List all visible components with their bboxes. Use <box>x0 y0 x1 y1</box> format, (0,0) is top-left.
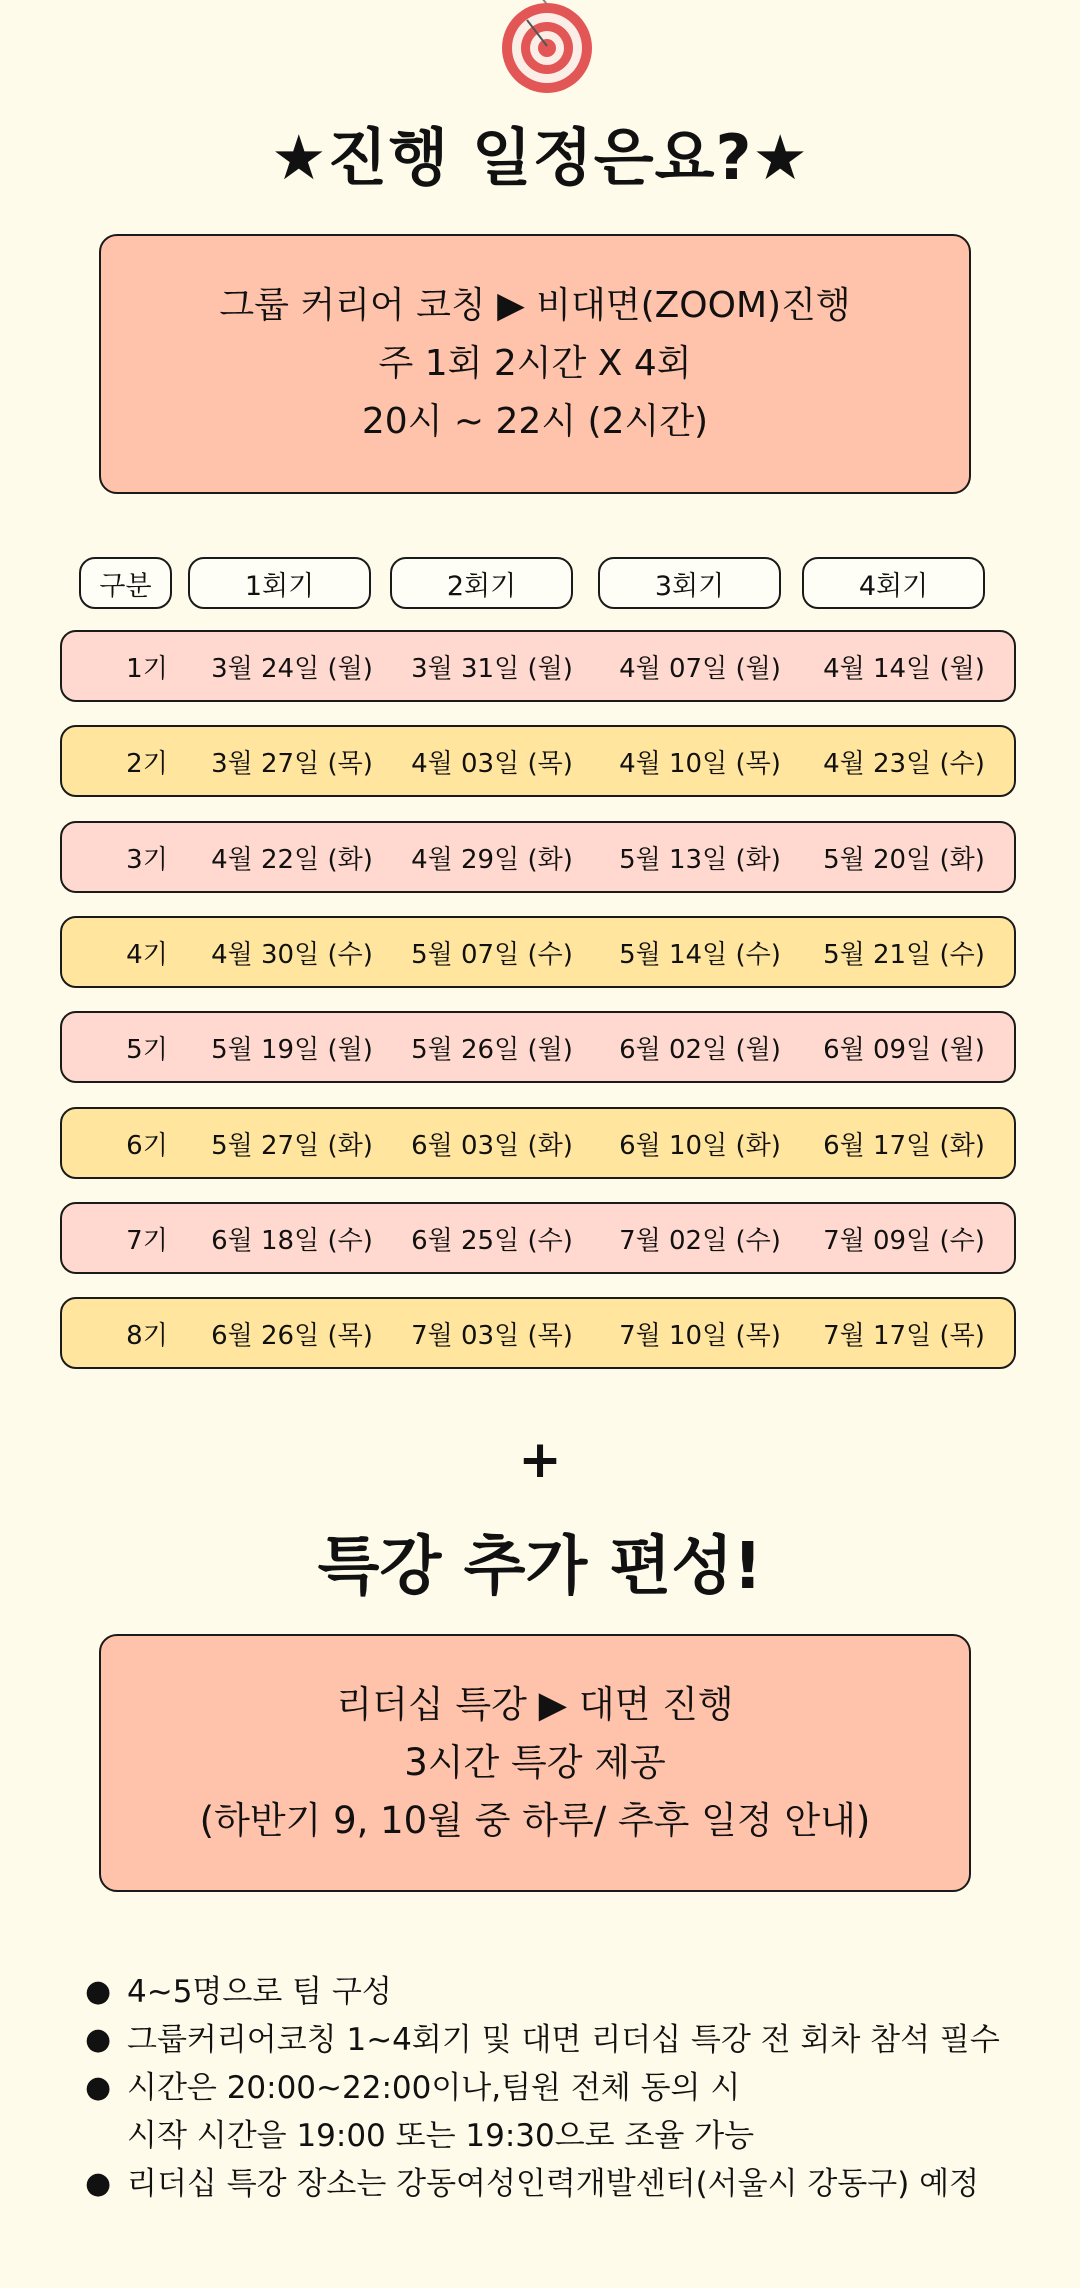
header-session-1: 1회기 <box>188 557 371 609</box>
session-date-cell: 5월 13일 (화) <box>619 844 781 875</box>
leadership-line-3: (하반기 9, 10월 중 하루/ 추후 일정 안내) <box>199 1799 871 1842</box>
header-session-3: 3회기 <box>598 557 781 609</box>
table-row <box>60 916 1016 988</box>
session-date-cell: 7월 03일 (목) <box>411 1320 573 1351</box>
session-date-cell: 4월 10일 (목) <box>619 748 781 779</box>
session-date-cell: 5월 19일 (월) <box>211 1034 373 1065</box>
target-dart-icon <box>497 0 597 95</box>
coaching-line-2: 주 1회 2시간 X 4회 <box>378 343 692 384</box>
header-cohort: 구분 <box>79 557 172 609</box>
session-date-cell: 4월 07일 (월) <box>619 653 781 684</box>
bullet-icon: ● <box>85 1974 112 2009</box>
session-date-cell: 6월 03일 (화) <box>411 1130 573 1161</box>
session-date-cell: 5월 26일 (월) <box>411 1034 573 1065</box>
session-date-cell: 6월 02일 (월) <box>619 1034 781 1065</box>
session-date-cell: 5월 27일 (화) <box>211 1130 373 1161</box>
note-item <box>85 2160 1045 2208</box>
note-text: 그룹커리어코칭 1~4회기 및 대면 리더십 특강 전 회차 참석 필수 <box>127 2022 1000 2058</box>
bullet-icon: ● <box>85 2070 112 2105</box>
coaching-line-1: 그룹 커리어 코칭 ▶ 비대면(ZOOM)진행 <box>219 285 851 326</box>
bullet-icon: ● <box>85 2022 112 2057</box>
cohort-cell: 7기 <box>126 1225 168 1256</box>
cohort-cell: 5기 <box>126 1034 168 1065</box>
table-row <box>60 1297 1016 1369</box>
session-date-cell: 5월 14일 (수) <box>619 939 781 970</box>
cohort-cell: 1기 <box>126 653 168 684</box>
session-date-cell: 4월 03일 (목) <box>411 748 573 779</box>
bullet-icon: ● <box>85 2166 112 2201</box>
session-date-cell: 6월 26일 (목) <box>211 1320 373 1351</box>
session-date-cell: 4월 23일 (수) <box>823 748 985 779</box>
session-date-cell: 7월 09일 (수) <box>823 1225 985 1256</box>
table-row <box>60 630 1016 702</box>
session-date-cell: 7월 10일 (목) <box>619 1320 781 1351</box>
table-row <box>60 1202 1016 1274</box>
notes-list <box>85 1968 1045 2208</box>
cohort-cell: 6기 <box>126 1130 168 1161</box>
session-date-cell: 5월 21일 (수) <box>823 939 985 970</box>
leadership-info-box <box>99 1634 971 1892</box>
header-session-2: 2회기 <box>390 557 573 609</box>
session-date-cell: 6월 10일 (화) <box>619 1130 781 1161</box>
leadership-line-1: 리더십 특강 ▶ 대면 진행 <box>336 1683 734 1726</box>
session-date-cell: 3월 27일 (목) <box>211 748 373 779</box>
table-row <box>60 725 1016 797</box>
table-row <box>60 821 1016 893</box>
special-lecture-title: 특강 추가 편성! <box>317 1530 763 1604</box>
session-date-cell: 6월 09일 (월) <box>823 1034 985 1065</box>
table-row <box>60 1107 1016 1179</box>
cohort-cell: 3기 <box>126 844 168 875</box>
session-date-cell: 7월 02일 (수) <box>619 1225 781 1256</box>
note-item <box>85 2016 1045 2064</box>
coaching-info-box <box>99 234 971 494</box>
note-text: 4~5명으로 팀 구성 <box>127 1974 392 2010</box>
cohort-cell: 2기 <box>126 748 168 779</box>
session-date-cell: 6월 25일 (수) <box>411 1225 573 1256</box>
session-date-cell: 7월 17일 (목) <box>823 1320 985 1351</box>
session-date-cell: 4월 22일 (화) <box>211 844 373 875</box>
session-date-cell: 3월 24일 (월) <box>211 653 373 684</box>
session-date-cell: 6월 17일 (화) <box>823 1130 985 1161</box>
note-item <box>85 1968 1045 2016</box>
leadership-line-2: 3시간 특강 제공 <box>404 1741 666 1784</box>
session-date-cell: 6월 18일 (수) <box>211 1225 373 1256</box>
session-date-cell: 5월 07일 (수) <box>411 939 573 970</box>
session-date-cell: 4월 29일 (화) <box>411 844 573 875</box>
plus-sign: + <box>518 1430 562 1490</box>
note-text: 리더십 특강 장소는 강동여성인력개발센터(서울시 강동구) 예정 <box>127 2166 980 2202</box>
session-date-cell: 4월 14일 (월) <box>823 653 985 684</box>
note-text: 시간은 20:00~22:00이나,팀원 전체 동의 시 <box>127 2070 741 2106</box>
session-date-cell: 4월 30일 (수) <box>211 939 373 970</box>
table-row <box>60 1011 1016 1083</box>
note-item <box>85 2064 1045 2112</box>
header-session-4: 4회기 <box>802 557 985 609</box>
cohort-cell: 4기 <box>126 939 168 970</box>
note-continuation: 시작 시간을 19:00 또는 19:30으로 조율 가능 <box>127 2118 755 2154</box>
schedule-header-row <box>0 557 1080 611</box>
session-date-cell: 3월 31일 (월) <box>411 653 573 684</box>
cohort-cell: 8기 <box>126 1320 168 1351</box>
session-date-cell: 5월 20일 (화) <box>823 844 985 875</box>
page-title: ★진행 일정은요?★ <box>270 121 810 194</box>
coaching-line-3: 20시 ~ 22시 (2시간) <box>361 401 709 442</box>
